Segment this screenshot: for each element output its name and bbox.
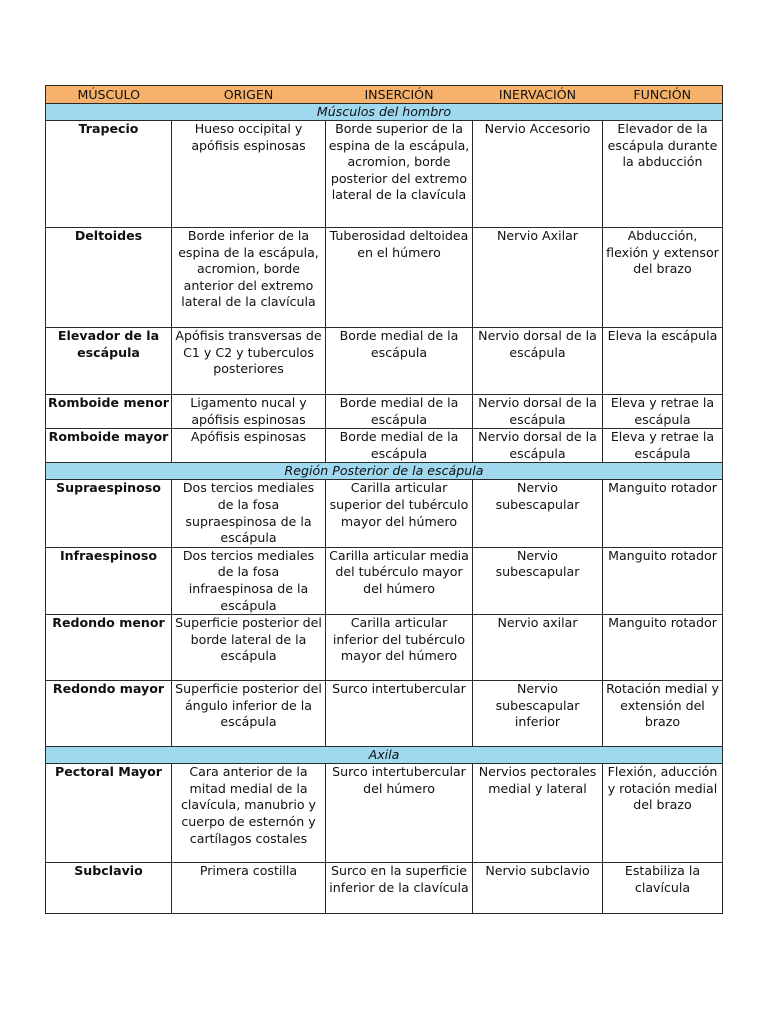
cell-insercion: Carilla articular inferior del tubérculo mayor del húmero <box>326 615 473 681</box>
table-row <box>46 395 723 429</box>
cell-insercion: Borde superior de la espina de la escápula, acromion, borde posterior del extremo lateral de la clavícula <box>326 121 473 228</box>
section-title: Región Posterior de la escápula <box>46 463 723 480</box>
cell-musculo: Redondo mayor <box>46 681 172 747</box>
cell-insercion: Borde medial de la escápula <box>326 395 473 429</box>
cell-inervacion: Nervio subescapular <box>473 480 603 547</box>
cell-origen: Dos tercios mediales de la fosa supraespinosa de la escápula <box>172 480 326 547</box>
table-row <box>46 764 723 863</box>
table-row <box>46 121 723 228</box>
cell-funcion: Eleva y retrae la escápula <box>603 429 723 463</box>
cell-insercion: Surco intertubercular del húmero <box>326 764 473 863</box>
header-row <box>46 86 723 104</box>
table-row <box>46 429 723 463</box>
table-row <box>46 228 723 328</box>
section-row <box>46 463 723 480</box>
cell-musculo: Subclavio <box>46 863 172 914</box>
cell-musculo: Redondo menor <box>46 615 172 681</box>
header-inervacion: INERVACIÓN <box>473 86 603 104</box>
cell-insercion: Surco en la superficie inferior de la clavícula <box>326 863 473 914</box>
cell-origen: Dos tercios mediales de la fosa infraespinosa de la escápula <box>172 547 326 614</box>
table-row <box>46 863 723 914</box>
cell-musculo: Romboide mayor <box>46 429 172 463</box>
cell-insercion: Borde medial de la escápula <box>326 429 473 463</box>
cell-inervacion: Nervio subescapular <box>473 547 603 614</box>
cell-funcion: Rotación medial y extensión del brazo <box>603 681 723 747</box>
cell-musculo: Supraespinoso <box>46 480 172 547</box>
cell-insercion: Surco intertubercular <box>326 681 473 747</box>
cell-inervacion: Nervios pectorales medial y lateral <box>473 764 603 863</box>
cell-funcion: Manguito rotador <box>603 615 723 681</box>
cell-funcion: Eleva y retrae la escápula <box>603 395 723 429</box>
section-title: Axila <box>46 747 723 764</box>
cell-funcion: Estabiliza la clavícula <box>603 863 723 914</box>
table-row <box>46 615 723 681</box>
table-row <box>46 480 723 547</box>
cell-inervacion: Nervio subclavio <box>473 863 603 914</box>
cell-musculo: Pectoral Mayor <box>46 764 172 863</box>
cell-musculo: Deltoides <box>46 228 172 328</box>
cell-funcion: Flexión, aducción y rotación medial del brazo <box>603 764 723 863</box>
cell-musculo: Romboide menor <box>46 395 172 429</box>
cell-inervacion: Nervio dorsal de la escápula <box>473 429 603 463</box>
cell-origen: Superficie posterior del borde lateral de la escápula <box>172 615 326 681</box>
table-row <box>46 681 723 747</box>
cell-origen: Hueso occipital y apófisis espinosas <box>172 121 326 228</box>
cell-funcion: Abducción, flexión y extensor del brazo <box>603 228 723 328</box>
header-funcion: FUNCIÓN <box>603 86 723 104</box>
cell-origen: Primera costilla <box>172 863 326 914</box>
cell-origen: Cara anterior de la mitad medial de la clavícula, manubrio y cuerpo de esternón y cartílagos costales <box>172 764 326 863</box>
cell-inervacion: Nervio dorsal de la escápula <box>473 328 603 395</box>
section-title: Músculos del hombro <box>46 104 723 121</box>
cell-funcion: Manguito rotador <box>603 480 723 547</box>
cell-origen: Borde inferior de la espina de la escápula, acromion, borde anterior del extremo lateral de la clavícula <box>172 228 326 328</box>
cell-insercion: Carilla articular media del tubérculo mayor del húmero <box>326 547 473 614</box>
cell-funcion: Manguito rotador <box>603 547 723 614</box>
cell-origen: Superficie posterior del ángulo inferior de la escápula <box>172 681 326 747</box>
header-insercion: INSERCIÓN <box>326 86 473 104</box>
cell-inervacion: Nervio Accesorio <box>473 121 603 228</box>
table-body <box>46 104 723 914</box>
cell-origen: Ligamento nucal y apófisis espinosas <box>172 395 326 429</box>
header-origen: ORIGEN <box>172 86 326 104</box>
cell-musculo: Infraespinoso <box>46 547 172 614</box>
cell-funcion: Eleva la escápula <box>603 328 723 395</box>
cell-inervacion: Nervio subescapular inferior <box>473 681 603 747</box>
section-row <box>46 747 723 764</box>
muscle-table <box>45 85 723 914</box>
cell-musculo: Elevador de la escápula <box>46 328 172 395</box>
cell-insercion: Carilla articular superior del tubérculo mayor del húmero <box>326 480 473 547</box>
cell-insercion: Tuberosidad deltoidea en el húmero <box>326 228 473 328</box>
header-musculo: MÚSCULO <box>46 86 172 104</box>
section-row <box>46 104 723 121</box>
cell-inervacion: Nervio dorsal de la escápula <box>473 395 603 429</box>
cell-insercion: Borde medial de la escápula <box>326 328 473 395</box>
cell-origen: Apófisis espinosas <box>172 429 326 463</box>
table-header <box>46 86 723 104</box>
cell-inervacion: Nervio Axilar <box>473 228 603 328</box>
table-row <box>46 328 723 395</box>
cell-musculo: Trapecio <box>46 121 172 228</box>
table-row <box>46 547 723 614</box>
cell-funcion: Elevador de la escápula durante la abducción <box>603 121 723 228</box>
cell-inervacion: Nervio axilar <box>473 615 603 681</box>
cell-origen: Apófisis transversas de C1 y C2 y tuberculos posteriores <box>172 328 326 395</box>
